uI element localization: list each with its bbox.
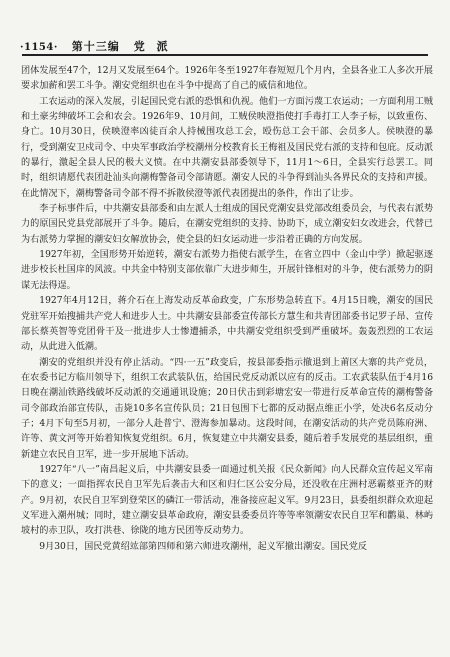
paragraph: 1927年“八一”南昌起义后，中共潮安县委一面通过机关报《民众新闻》向人民群众宣传起义军南下的意义；一面指挥农民自卫军先后袭击大和区和归仁区公安分局，还没收在庄洲村恶霸蔡亚齐的财产。9月初，农民自卫军到登荣区的磷江一带活动，准备接应起义军。9月23日，县委组织群众欢迎起义军进入潮州城；同时，建立潮安县革命政府，潮安县委委员许等等率领潮安农民自卫军和鹳巢、林屿坡村的赤卫队，攻打洪巷、徐陇的地方民团等反动势力。 xyxy=(21,464,433,537)
paragraph: 工农运动的深入发展，引起国民党右派的恐惧和仇视。他们一方面污蔑工农运动；一方面利用工贼和土豪劣绅破坏工会和农会。1926年9、10月间，工贼侯映澄指使打手毒打工人李子标，以致重伤、身亡。10月30日，侯映澄率凶徒百余人持械围攻总工会，殴伤总工会干部、会员多人。侯映澄的暴行，受到潮安卫戍司令、中央军事政治学校潮州分校教育长王梅祖及国民党右派的支持和包庇。反动派的暴行，激起全县人民的极大义愤。在中共潮安县部委领导下，11月1～6日，全县实行总罢工。同时，组织请愿代表团赴汕头向潮梅警备司令部请愿。潮安人民的斗争得到汕头各界民众的支持和声援。在此情况下，潮梅警备司令部不得不拆散侯澄等派代表团提出的条件，作出了让步。 xyxy=(21,96,433,199)
page-header xyxy=(20,38,430,54)
paragraph: 团体发展至47个，12月又发展至64个。1926年冬至1927年春短短几个月内，全县各业工人多次开展要求加薪和罢工斗争。潮安党组织也在斗争中提高了自己的威信和地位。 xyxy=(21,66,433,92)
page-number: ·1154· xyxy=(20,42,58,53)
paragraph: 9月30日，国民党黄绍竑部第四师和第六师进攻潮州，起义军撤出潮安。国民党反 xyxy=(39,541,367,552)
paragraph: 李子标事件后，中共潮安县部委和由左派人士组成的国民党潮安县党部改组委员会，与代表右派势力的原国民党县党部展开了斗争。随后，在潮安党组织的支持、协助下，成立潮安妇女改进会，代替已为右派势力掌握的潮安妇女解放协会，使全县的妇女运动进一步沿着正确的方向发展。 xyxy=(21,204,433,245)
paragraph: 1927年初，全国形势开始逆转，潮安右派势力指使右派学生，在省立四中（金山中学）掀起驱逐进步校长杜国庠的风波。中共金中特别支部依靠广大进步师生，开展针锋相对的斗争，使右派势力的阴谋无法得逞。 xyxy=(21,250,433,291)
header-rule xyxy=(22,54,428,56)
paragraph: 潮安的党组织并没有停止活动。“四·一五”政变后，按县部委指示撤退到上莆区大寨的共产党员，在农委书记方临川领导下，组织工农武装队伍，给国民党反动派以应有的反击。工农武装队伍于4月16日晚在潮汕铁路线破坏反动派的交通通讯设施；20日伏击到彩塘宏安一带进行反革命宣传的潮梅警备司令部政治部宣传队，击毙10多名宣传队员；21日包围下七都的反动据点维正小学，处决6名反动分子；4月下旬至5月初，一部分人赴普宁、澄海参加暴动。这段时间，在潮安活动的共产党员陈府洲、许等、黄文河等开始着知恢复党组织。6月，恢复建立中共潮安县委，随后着手发展党的基层组织，重新建立农民自卫军，进一步开展地下活动。 xyxy=(21,357,433,460)
chapter-label: 第十三编 xyxy=(71,40,120,53)
body-text xyxy=(21,64,433,555)
paragraph: 1927年4月12日，蒋介石在上海发动反革命政变，广东形势急转直下。4月15日晚，潮安的国民党驻军开始搜捕共产党人和进步人士。中共潮安县部委宣传部长方慧生和共青团部委书记罗子昂、宣传部长蔡英智等党团骨干及一批进步人士惨遭捕杀，中共潮安党组织受到严重破坏。轰轰烈烈的工农运动，从此进入低潮。 xyxy=(21,296,433,353)
section-title: 党 派 xyxy=(133,40,172,53)
